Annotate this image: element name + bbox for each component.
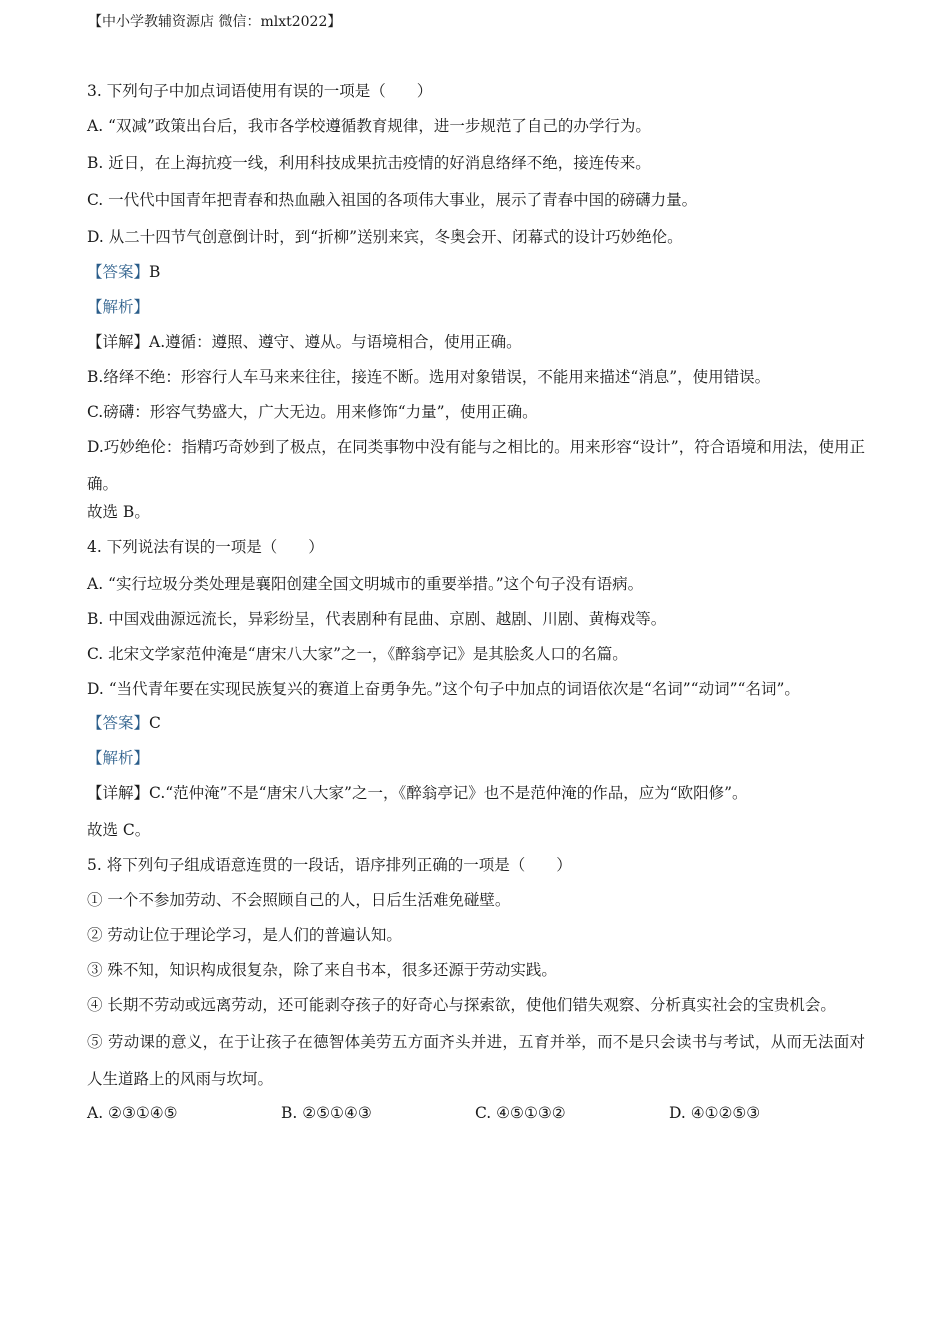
- option-b: B. 近日，在上海抗疫一线，利用科技成果抗击疫情的好消息络绎不绝，接连传来。: [87, 154, 651, 172]
- detail-d: D.巧妙绝伦：指精巧奇妙到了极点，在同类事物中没有能与之相比的。用来形容“设计”，符合语境和用法，使用正确。: [87, 438, 865, 493]
- sentence-4: ④ 长期不劳动或远离劳动，还可能剥夺孩子的好奇心与探索欲，使他们错失观察、分析真实社会的宝贵机会。: [87, 996, 836, 1014]
- option-d: D. “当代青年要在实现民族复兴的赛道上奋勇争先。”这个句子中加点的词语依次是“名词”“动词”“名词”。: [87, 680, 800, 698]
- sentence-2: ② 劳动让位于理论学习，是人们的普遍认知。: [87, 926, 402, 944]
- option-a: A. “实行垃圾分类处理是襄阳创建全国文明城市的重要举措。”这个句子没有语病。: [87, 575, 644, 593]
- choice-d: D. ④①②⑤③: [669, 1104, 761, 1122]
- question-3: [87, 80, 865, 524]
- sentence-3: ③ 殊不知，知识构成很复杂，除了来自书本，很多还源于劳动实践。: [87, 961, 557, 979]
- sentence-1: ① 一个不参加劳动、不会照顾自己的人，日后生活难免碰壁。: [87, 891, 511, 909]
- analysis-line: [87, 747, 865, 770]
- answer-value: C: [149, 714, 161, 732]
- page-header: 【中小学教辅资源店 微信：mlxt2022】: [88, 14, 342, 30]
- answer-value: B: [149, 263, 161, 281]
- detail-tag: 【详解】: [87, 333, 150, 351]
- detail-c: C.磅礴：形容气势盛大，广大无边。用来修饰“力量”，使用正确。: [87, 403, 538, 421]
- conclusion: 故选 C。: [87, 821, 151, 839]
- question-4: [87, 536, 865, 842]
- choice-b: B. ②⑤①④③: [281, 1104, 372, 1122]
- option-d: D. 从二十四节气创意倒计时，到“折柳”送别来宾，冬奥会开、闭幕式的设计巧妙绝伦。: [87, 228, 683, 246]
- option-a: A. “双减”政策出台后，我市各学校遵循教育规律，进一步规范了自己的办学行为。: [87, 117, 651, 135]
- question-stem: 5. 将下列句子组成语意连贯的一段话，语序排列正确的一项是（ ）: [87, 856, 572, 874]
- answer-line: [87, 712, 865, 735]
- option-c: C. 一代代中国青年把青春和热血融入祖国的各项伟大事业，展示了青春中国的磅礴力量。: [87, 191, 698, 209]
- analysis-tag: 【解析】: [87, 749, 150, 767]
- sentence-5: ⑤ 劳动课的意义，在于让孩子在德智体美劳五方面齐头并进，五育并举，而不是只会读书与考试，从而无法面对人生道路上的风雨与坎坷。: [87, 1033, 865, 1088]
- analysis-tag: 【解析】: [87, 298, 150, 316]
- detail-b: B.络绎不绝：形容行人车马来来往往，接连不断。选用对象错误，不能用来描述“消息”，使用错误。: [87, 368, 771, 386]
- conclusion: 故选 B。: [87, 503, 150, 521]
- answer-tag: 【答案】: [87, 263, 150, 281]
- answer-tag: 【答案】: [87, 714, 150, 732]
- choice-a: A. ②③①④⑤: [87, 1104, 178, 1122]
- option-c: C. 北宋文学家范仲淹是“唐宋八大家”之一，《醉翁亭记》是其脍炙人口的名篇。: [87, 645, 628, 663]
- option-b: B. 中国戏曲源远流长，异彩纷呈，代表剧种有昆曲、京剧、越剧、川剧、黄梅戏等。: [87, 610, 667, 628]
- answer-line: [87, 261, 865, 284]
- detail-a-text: A.遵循：遵照、遵守、遵从。与语境相合，使用正确。: [149, 333, 522, 351]
- document-content: [87, 80, 865, 1125]
- question-stem: 4. 下列说法有误的一项是（ ）: [87, 538, 324, 556]
- choice-c: C. ④⑤①③②: [475, 1104, 566, 1122]
- question-stem: 3. 下列句子中加点词语使用有误的一项是（ ）: [87, 82, 433, 100]
- detail-text: C.“范仲淹”不是“唐宋八大家”之一，《醉翁亭记》也不是范仲淹的作品，应为“欧阳修”。: [149, 784, 748, 802]
- answer-choices: [87, 1102, 865, 1125]
- question-5: [87, 854, 865, 1125]
- detail-a: [87, 331, 865, 354]
- analysis-line: [87, 296, 865, 319]
- detail-line: [87, 782, 865, 805]
- detail-tag: 【详解】: [87, 784, 150, 802]
